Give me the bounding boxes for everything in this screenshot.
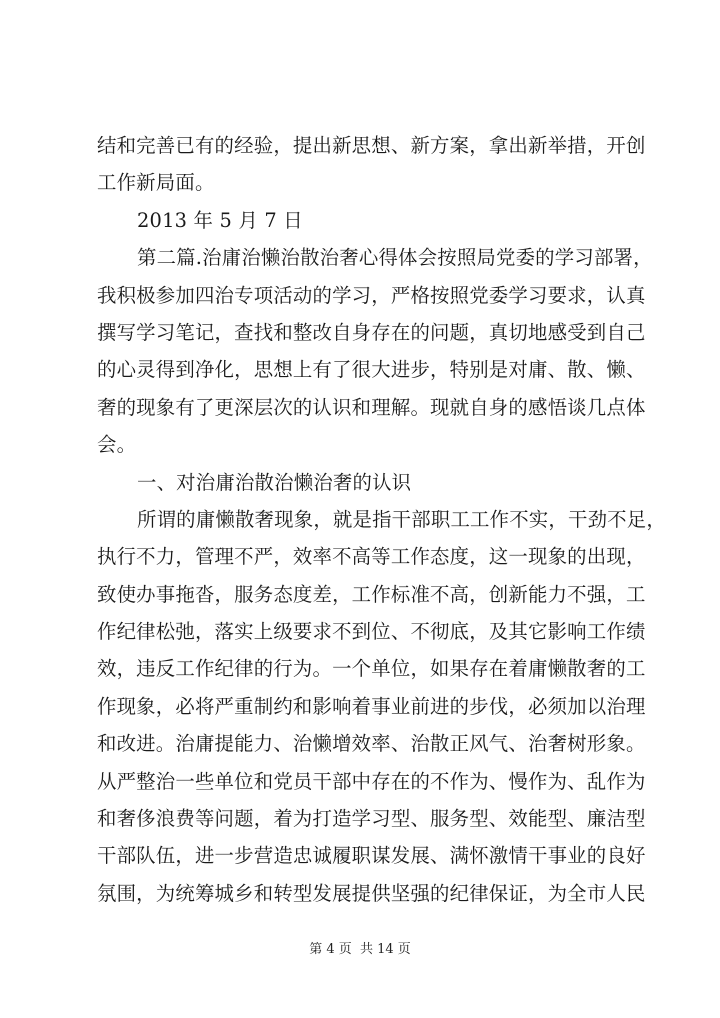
section-heading: 一、对治庸治散治懒治奢的认识 <box>137 470 412 494</box>
text-line-7: 的心灵得到净化，思想上有了很大进步，特别是对庸、散、懒、 <box>97 358 646 382</box>
date-line: 2013 年 5 月 7 日 <box>137 208 303 232</box>
text-line-2: 工作新局面。 <box>97 171 215 195</box>
text-line-8: 奢的现象有了更深层次的认识和理解。现就自身的感悟谈几点体 <box>97 395 646 419</box>
page-footer <box>0 938 720 957</box>
text-line-4: 第二篇.治庸治懒治散治奢心得体会按照局党委的学习部署， <box>137 246 653 270</box>
text-line-13: 致使办事拖沓，服务态度差，工作标准不高，创新能力不强，工 <box>97 582 646 606</box>
page-total: 共 14 页 <box>359 942 411 957</box>
text-line-21: 氛围，为统筹城乡和转型发展提供坚强的纪律保证，为全市人民 <box>97 881 646 905</box>
text-line-12: 执行不力，管理不严，效率不高等工作态度，这一现象的出现， <box>97 545 646 569</box>
text-line-15: 效，违反工作纪律的行为。一个单位，如果存在着庸懒散奢的工 <box>97 657 646 681</box>
text-line-17: 和改进。治庸提能力、治懒增效率、治散正风气、治奢树形象。 <box>97 732 646 756</box>
document-body <box>97 127 666 912</box>
text-line-6: 撰写学习笔记，查找和整改自身存在的问题，真切地感受到自己 <box>97 320 646 344</box>
text-line-5: 我积极参加四治专项活动的学习，严格按照党委学习要求，认真 <box>97 283 646 307</box>
text-line-20: 干部队伍，进一步营造忠诚履职谋发展、满怀激情干事业的良好 <box>97 844 646 868</box>
text-line-19: 和奢侈浪费等问题，着为打造学习型、服务型、效能型、廉洁型 <box>97 807 646 831</box>
text-line-1: 结和完善已有的经验，提出新思想、新方案，拿出新举措，开创 <box>97 134 646 157</box>
text-line-11: 所谓的庸懒散奢现象，就是指干部职工工作不实，干劲不足， <box>137 507 666 531</box>
text-line-9: 会。 <box>97 433 137 457</box>
text-line-14: 作纪律松弛，落实上级要求不到位、不彻底，及其它影响工作绩 <box>97 620 646 644</box>
text-line-18: 从严整治一些单位和党员干部中存在的不作为、慢作为、乱作为 <box>97 769 646 793</box>
page-number: 第 4 页 <box>309 942 352 957</box>
text-line-16: 作现象，必将严重制约和影响着事业前进的步伐，必须加以治理 <box>97 694 646 718</box>
